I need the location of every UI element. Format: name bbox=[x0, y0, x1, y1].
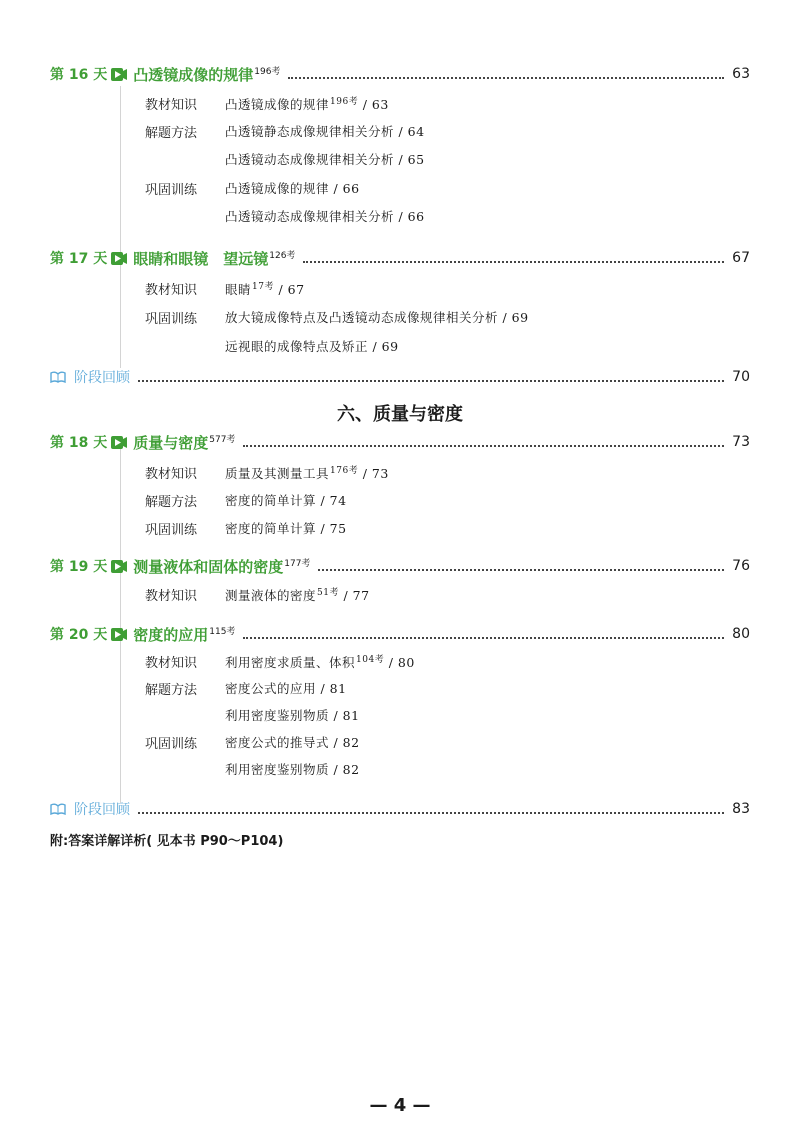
book-open-icon bbox=[50, 371, 66, 383]
toc-item[interactable]: 凸透镜成像的规律$^{196考}$ / 63 bbox=[225, 97, 389, 113]
timeline-line bbox=[120, 86, 121, 368]
toc-item[interactable]: 远视眼的成像特点及矫正 / 69 bbox=[225, 339, 399, 354]
day-title: 眼睛和眼镜 望远镜$^{126考}$ bbox=[133, 249, 296, 268]
category-label: 解题方法 bbox=[145, 126, 198, 141]
page-number: 73 bbox=[732, 434, 750, 450]
toc-item[interactable]: 凸透镜成像的规律 / 66 bbox=[225, 181, 360, 196]
page-number: 67 bbox=[732, 250, 750, 266]
leader-dots bbox=[318, 569, 724, 571]
day-title: 密度的应用$^{115考}$ bbox=[133, 625, 236, 644]
day-16-entry[interactable] bbox=[50, 61, 750, 87]
day-title: 凸透镜成像的规律$^{196考}$ bbox=[133, 65, 281, 84]
day-label: 第 20 天 bbox=[50, 627, 108, 643]
category-label: 教材知识 bbox=[145, 283, 198, 298]
day-title: 质量与密度$^{577考}$ bbox=[133, 433, 236, 452]
day-label: 第 17 天 bbox=[50, 251, 108, 267]
category-label: 巩固训练 bbox=[145, 312, 198, 327]
day-19-entry[interactable] bbox=[50, 553, 750, 579]
day-label: 第 18 天 bbox=[50, 435, 108, 451]
category-label: 解题方法 bbox=[145, 495, 198, 510]
toc-item[interactable]: 利用密度鉴别物质 / 82 bbox=[225, 762, 360, 777]
category-label: 解题方法 bbox=[145, 683, 198, 698]
toc-item[interactable]: 密度的简单计算 / 75 bbox=[225, 521, 347, 536]
appendix-note: 附:答案详解详析( 见本书 P90～P104) bbox=[50, 834, 284, 849]
leader-dots bbox=[243, 637, 724, 639]
review-label: 阶段回顾 bbox=[74, 370, 130, 386]
section-title: 六、质量与密度 bbox=[337, 404, 463, 425]
day-label: 第 16 天 bbox=[50, 67, 108, 83]
page-number: 63 bbox=[732, 66, 750, 82]
leader-dots bbox=[288, 77, 724, 79]
stage-review-entry[interactable] bbox=[50, 798, 750, 820]
toc-item[interactable]: 凸透镜静态成像规律相关分析 / 64 bbox=[225, 124, 425, 139]
leader-dots bbox=[243, 445, 724, 447]
page-number: 80 bbox=[732, 626, 750, 642]
page-number: 76 bbox=[732, 558, 750, 574]
category-label: 教材知识 bbox=[145, 98, 198, 113]
toc-item[interactable]: 利用密度求质量、体积$^{104考}$ / 80 bbox=[225, 655, 415, 671]
toc-item[interactable]: 密度的简单计算 / 74 bbox=[225, 493, 347, 508]
toc-item[interactable]: 利用密度鉴别物质 / 81 bbox=[225, 708, 360, 723]
category-label: 教材知识 bbox=[145, 467, 198, 482]
toc-item[interactable]: 密度公式的应用 / 81 bbox=[225, 681, 347, 696]
toc-item[interactable]: 凸透镜动态成像规律相关分析 / 66 bbox=[225, 209, 425, 224]
video-play-icon bbox=[111, 68, 127, 81]
video-play-icon bbox=[111, 436, 127, 449]
toc-item[interactable]: 测量液体的密度$^{51考}$ / 77 bbox=[225, 588, 370, 604]
day-17-entry[interactable] bbox=[50, 245, 750, 271]
book-open-icon bbox=[50, 803, 66, 815]
stage-review-entry[interactable] bbox=[50, 366, 750, 388]
page-number: 83 bbox=[732, 801, 750, 817]
page-number: 70 bbox=[732, 369, 750, 385]
toc-item[interactable]: 眼睛$^{17考}$ / 67 bbox=[225, 282, 305, 298]
leader-dots bbox=[138, 380, 724, 382]
day-label: 第 19 天 bbox=[50, 559, 108, 575]
category-label: 教材知识 bbox=[145, 656, 198, 671]
category-label: 巩固训练 bbox=[145, 523, 198, 538]
leader-dots bbox=[303, 261, 724, 263]
video-play-icon bbox=[111, 560, 127, 573]
day-20-entry[interactable] bbox=[50, 621, 750, 647]
leader-dots bbox=[138, 812, 724, 814]
toc-item[interactable]: 凸透镜动态成像规律相关分析 / 65 bbox=[225, 152, 425, 167]
toc-item[interactable]: 质量及其测量工具$^{176考}$ / 73 bbox=[225, 466, 389, 482]
category-label: 巩固训练 bbox=[145, 737, 198, 752]
video-play-icon bbox=[111, 628, 127, 641]
category-label: 巩固训练 bbox=[145, 183, 198, 198]
day-title: 测量液体和固体的密度$^{177考}$ bbox=[133, 557, 311, 576]
page-footer-number: — 4 — bbox=[369, 1095, 431, 1116]
video-play-icon bbox=[111, 252, 127, 265]
toc-item[interactable]: 放大镜成像特点及凸透镜动态成像规律相关分析 / 69 bbox=[225, 310, 529, 325]
day-18-entry[interactable] bbox=[50, 429, 750, 455]
review-label: 阶段回顾 bbox=[74, 802, 130, 818]
toc-item[interactable]: 密度公式的推导式 / 82 bbox=[225, 735, 360, 750]
category-label: 教材知识 bbox=[145, 589, 198, 604]
